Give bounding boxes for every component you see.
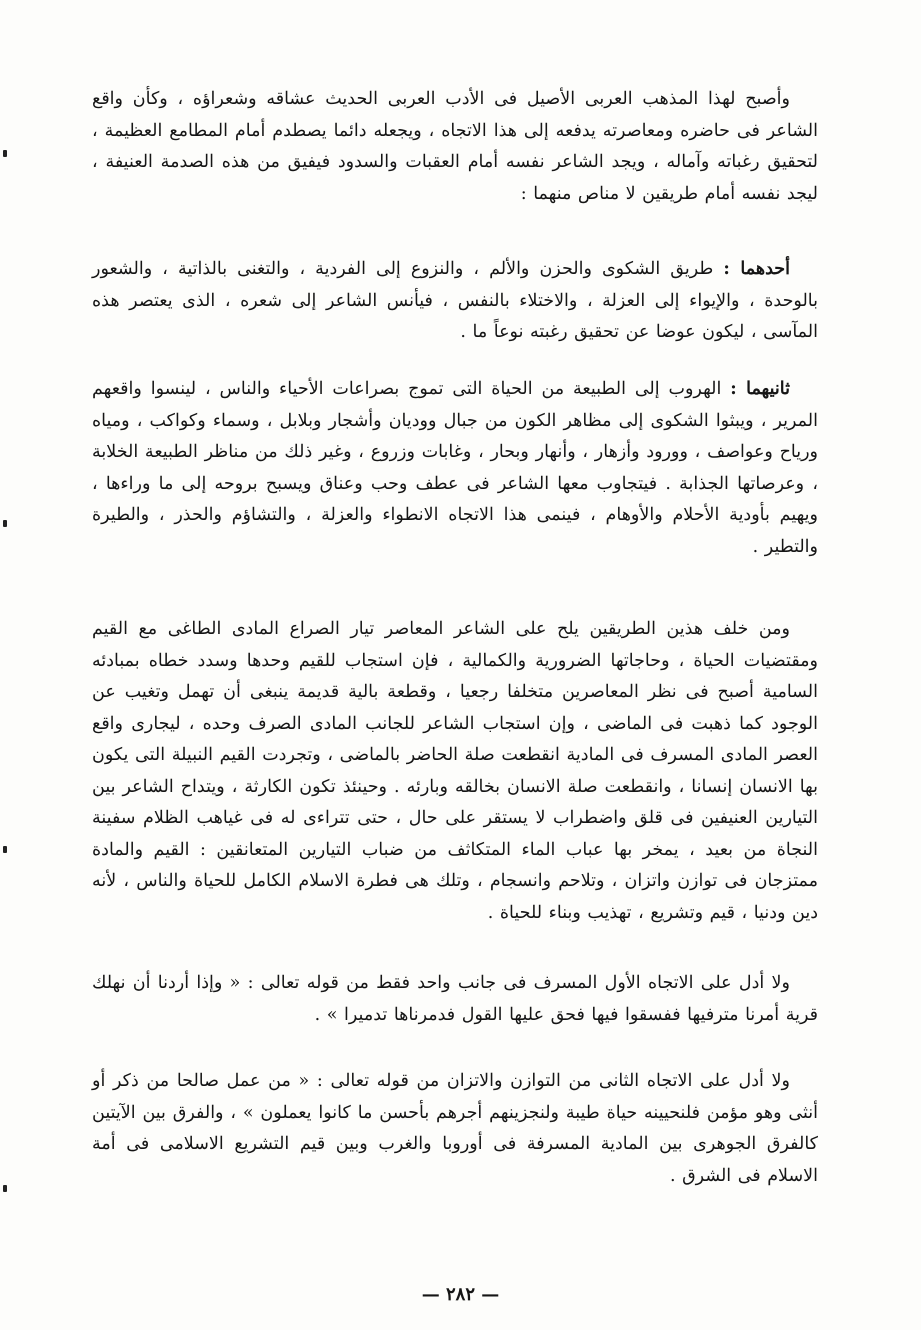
paragraph-text: ولا أدل على الاتجاه الأول المسرف فى جانب واحد فقط من قوله تعالى : « وإذا أردنا أن نهلك قرية أمرنا مترفيها ففسقوا فيها فحق عليها القول فدمرناها تدميرا » . [92, 973, 818, 1025]
scan-margin-mark [3, 150, 7, 157]
scan-margin-mark [3, 1185, 7, 1192]
paragraph-first-path [92, 254, 818, 349]
paragraph-text: ولا أدل على الاتجاه الثانى من التوازن والاتزان من قوله تعالى : « من عمل صالحا من ذكر أو أنثى وهو مؤمن فلنحيينه حياة طيبة ولنجزينهم أجرهم بأحسن ما كانوا يعملون » ، والفرق بين الآيتين كالفرق الجوهرى بين المادية المسرفة فى أوروبا والغرب وبين قيم التشريع الاسلامى فى أمة الاسلام فى الشرق . [92, 1071, 818, 1186]
paragraph-conflict [92, 614, 818, 929]
paragraph-second-verse [92, 1066, 818, 1192]
paragraph-text: وأصبح لهذا المذهب العربى الأصيل فى الأدب العربى الحديث عشاقه وشعراؤه ، وكأن واقع الشاعر فى حاضره ومعاصرته يدفعه إلى هذا الاتجاه ، ويجعله دائما يصطدم أمام المطامع العظيمة ، لتحقيق رغباته وآماله ، ويجد الشاعر نفسه أمام العقبات والسدود فيفيق من هذه الصدمة العنيفة ، ليجد نفسه أمام طريقين لا مناص منهما : [92, 89, 818, 204]
paragraph-text: الهروب إلى الطبيعة من الحياة التى تموج بصراعات الأحياء والناس ، لينسوا واقعهم المرير ، ويبثوا الشكوى إلى مظاهر الكون من جبال ووديان وأشجار وبلابل ، وسماء وكواكب ، ومياه ورياح وعواصف ، وورود وأزهار ، وأنهار وبحار ، وغابات وزروع ، وغير ذلك من مناظر الطبيعة الخلابة ، وعرصاتها الجذابة . فيتجاوب معها الشاعر فى عطف وحب وعناق ويسبح بروحه إلى ما وراءها ، ويهيم بأودية الأحلام والأوهام ، فينمى هذا الاتجاه الانطواء والعزلة ، والتشاؤم والحذر ، والطيرة والتطير . [92, 379, 818, 557]
paragraph-text: طريق الشكوى والحزن والألم ، والنزوع إلى الفردية ، والتغنى بالذاتية ، والشعور بالوحدة ، والإيواء إلى العزلة ، والاختلاء بالنفس ، فيأنس الشاعر إلى شعره ، الذى يعتصر هذه المآسى ، ليكون عوضا عن تحقيق رغبته نوعاً ما . [92, 259, 818, 342]
paragraph-second-path [92, 374, 818, 563]
scan-margin-mark [3, 520, 7, 527]
paragraph-intro [92, 84, 818, 210]
paragraph-lead: ثانيهما : [730, 379, 790, 399]
paragraph-first-verse [92, 968, 818, 1031]
paragraph-lead: أحدهما : [723, 259, 790, 279]
page-number: — ٢٨٢ — [421, 1284, 500, 1305]
scan-margin-mark [3, 846, 7, 853]
paragraph-text: ومن خلف هذين الطريقين يلح على الشاعر المعاصر تيار الصراع المادى الطاغى مع القيم ومقتضيات الحياة ، وحاجاتها الضرورية والكمالية ، فإن استجاب للقيم وحدها وسدد خطاه بمبادئه السامية أصبح فى نظر المعاصرين متخلفا رجعيا ، وقطعة بالية قديمة ينبغى أن تهمل وتغيب عن الوجود كما ذهبت فى الماضى ، وإن استجاب الشاعر للجانب المادى الصرف وحده ، ليجارى واقع العصر المادى المسرف فى المادية انقطعت صلة الحاضر بالماضى ، وتجردت القيم النبيلة التى يكون بها الانسان إنسانا ، وانقطعت صلة الانسان بخالقه وبارئه . وحينئذ تكون الكارثة ، ويتداح الشاعر بين التيارين العنيفين فى قلق واضطراب لا يستقر على حال ، حتى تتراءى له فى غياهب الظلام سفينة النجاة من بعيد ، يمخر بها عباب الماء المتكاثف من ضباب التيارين المتعانقين : القيم والمادة ممتزجان فى توازن واتزان ، وتلاحم وانسجام ، وتلك هى فطرة الاسلام الكامل للحياة والناس ، لأنه دين ودنيا ، قيم وتشريع ، تهذيب وبناء للحياة . [92, 619, 818, 923]
